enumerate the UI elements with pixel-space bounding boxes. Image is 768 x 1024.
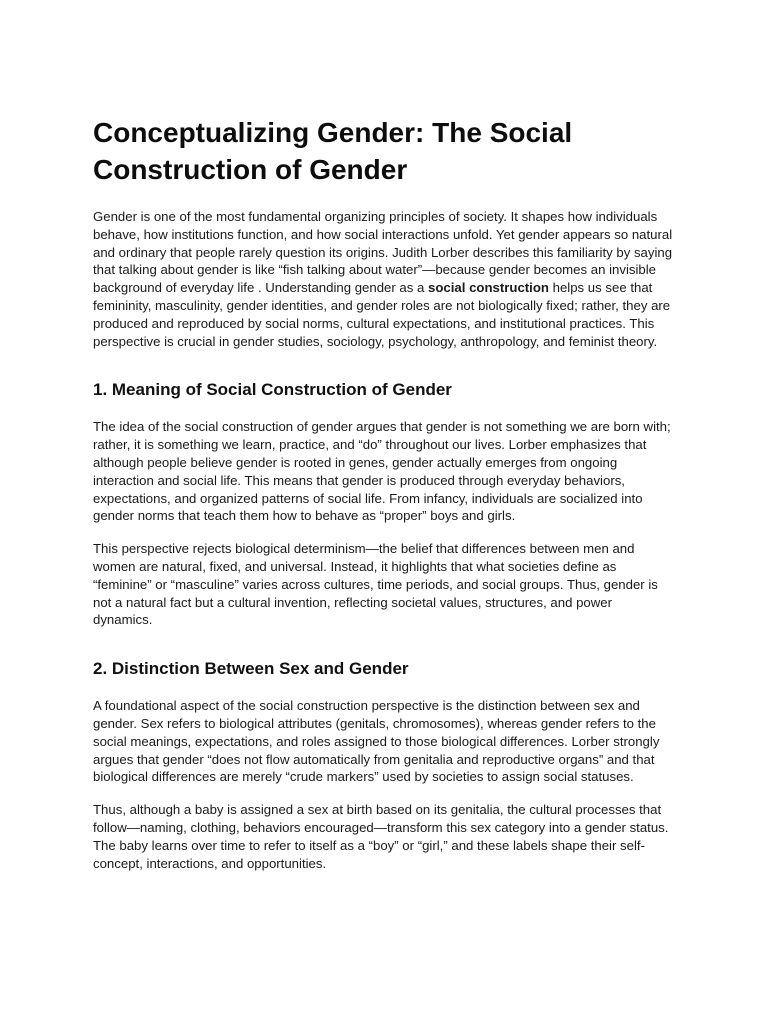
section-2-heading: 2. Distinction Between Sex and Gender: [93, 659, 409, 679]
section-2-paragraph-1: A foundational aspect of the social construction perspective is the distinction between sex and gender. Sex refers to biological attributes (genitals, chromosomes), whereas gender refers to the social meanings, expectations, and roles assigned to those biological differences. Lorber strongly argues that gender “does not flow automatically from genitalia and reproductive organs” and that biological differences are merely “crude markers” used by societies to assign social statuses.: [93, 698, 660, 785]
section-1-heading: 1. Meaning of Social Construction of Gender: [93, 380, 452, 400]
intro-text-end: helps us see that femininity, masculinity, gender identities, and gender roles are not biologically fixed; rather, they are produced and reproduced by social norms, cultural expectations, and institutional practices. This perspective is crucial in gender studies, sociology, psychology, anthropology, and feminist theory.: [93, 280, 671, 349]
intro-text-start: Gender is one of the most fundamental organizing principles of society. It shapes how individuals behave, how institutions function, and how social interactions unfold. Yet gender appears so natural and ordinary that people rarely question its origins. Judith Lorber describes this familiarity by saying that talking about gender is like “fish talking about water”—because gender becomes an invisible background of everyday life . Understanding gender as a: [93, 209, 673, 296]
intro-bold-term: social construction: [428, 280, 549, 296]
section-1-paragraph-2: This perspective rejects biological determinism—the belief that differences between men and women are natural, fixed, and universal. Instead, it highlights that what societies define as “feminine” or “masculine” varies across cultures, time periods, and social groups. Thus, gender is not a natural fact but a cultural invention, reflecting societal values, structures, and power dynamics.: [93, 541, 658, 628]
intro-paragraph: [93, 208, 675, 350]
section-2-paragraph-2: Thus, although a baby is assigned a sex at birth based on its genitalia, the cultural processes that follow—naming, clothing, behaviors encouraged—transform this sex category into a gender status. The baby learns over time to refer to itself as a “boy” or “girl,” and these labels shape their self-concept, interactions, and opportunities.: [93, 802, 669, 871]
section-1-paragraph-1: The idea of the social construction of gender argues that gender is not something we are born with; rather, it is something we learn, practice, and “do” throughout our lives. Lorber emphasizes that although people believe gender is rooted in genes, gender actually emerges from ongoing interaction and social life. This means that gender is produced through everyday behaviors, expectations, and organized patterns of social life. From infancy, individuals are socialized into gender norms that teach them how to behave as “proper” boys and girls.: [93, 419, 671, 524]
document-title: Conceptualizing Gender: The Social Construction of Gender: [93, 117, 573, 185]
